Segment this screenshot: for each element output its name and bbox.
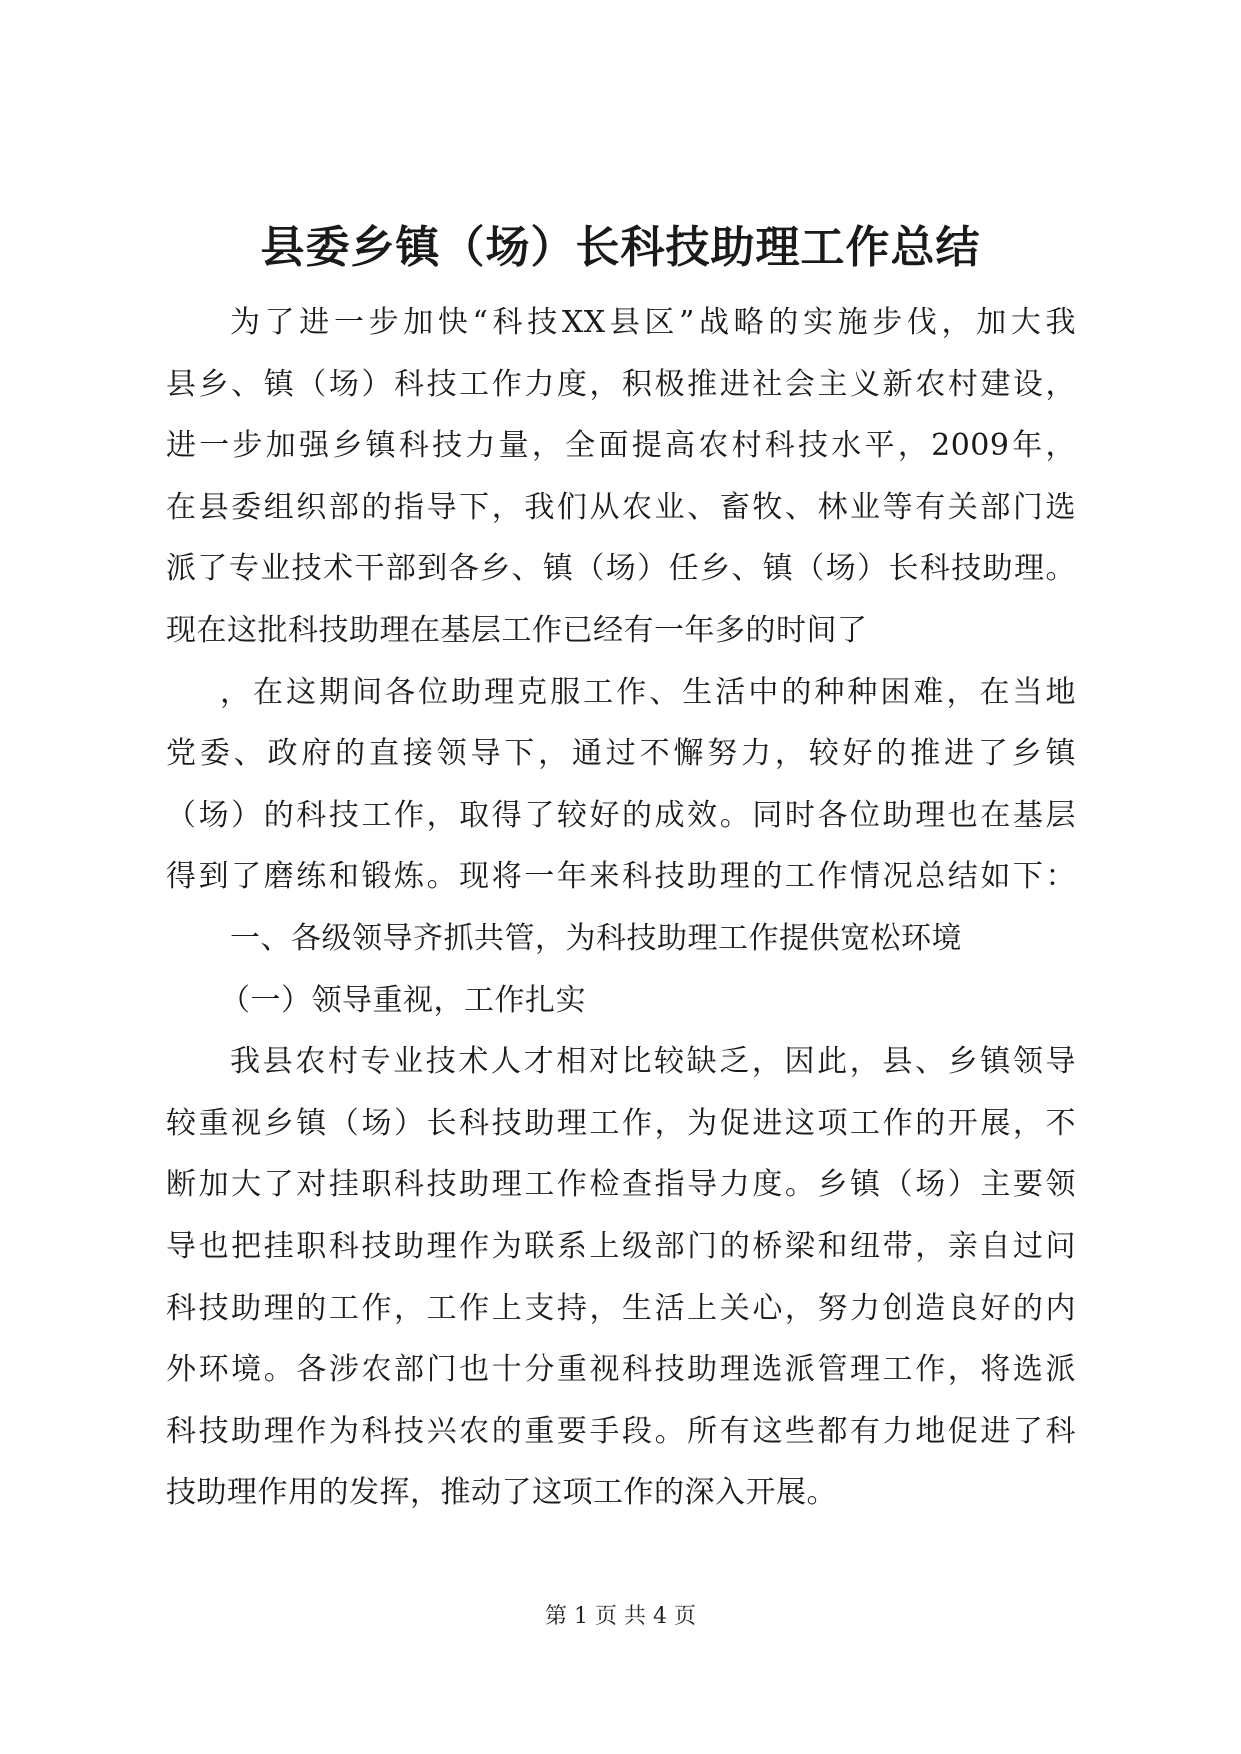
body-line: 现在这批科技助理在基层工作已经有一年多的时间了: [166, 612, 868, 648]
document-body: [166, 292, 1076, 1524]
subsection-heading: （一）领导重视，工作扎实: [220, 982, 586, 1018]
body-line: 进一步加强乡镇科技力量，全面提高农村科技水平，2009年，: [166, 428, 1076, 464]
body-line: 派了专业技术干部到各乡、镇（场）任乡、镇（场）长科技助理。: [166, 551, 1076, 587]
document-title: 县委乡镇（场）长科技助理工作总结: [260, 222, 981, 273]
body-line: 导也把挂职科技助理作为联系上级部门的桥梁和纽带，亲自过问: [166, 1228, 1076, 1264]
page-number-footer: 第 1 页 共 4 页: [545, 1604, 696, 1629]
body-line: 党委、政府的直接领导下，通过不懈努力，较好的推进了乡镇: [166, 736, 1076, 772]
body-line: 较重视乡镇（场）长科技助理工作，为促进这项工作的开展，不: [166, 1105, 1076, 1141]
body-line: 技助理作用的发挥，推动了这项工作的深入开展。: [166, 1475, 837, 1511]
body-line: 科技助理作为科技兴农的重要手段。所有这些都有力地促进了科: [166, 1413, 1076, 1449]
body-line: 为了进一步加快“科技XX县区”战略的实施步伐，加大我: [230, 305, 1076, 340]
body-line: 得到了磨练和锻炼。现将一年来科技助理的工作情况总结如下：: [166, 859, 1076, 895]
body-line: 断加大了对挂职科技助理工作检查指导力度。乡镇（场）主要领: [166, 1167, 1076, 1203]
body-line: 科技助理的工作，工作上支持，生活上关心，努力创造良好的内: [166, 1290, 1076, 1326]
body-line: 外环境。各涉农部门也十分重视科技助理选派管理工作，将选派: [166, 1352, 1076, 1388]
body-line: （场）的科技工作，取得了较好的成效。同时各位助理也在基层: [166, 797, 1076, 833]
body-line: 在县委组织部的指导下，我们从农业、畜牧、林业等有关部门选: [166, 489, 1076, 525]
section-heading: 一、各级领导齐抓共管，为科技助理工作提供宽松环境: [230, 920, 962, 956]
body-line: ，在这期间各位助理克服工作、生活中的种种困难，在当地: [220, 674, 1076, 710]
body-line: 我县农村专业技术人才相对比较缺乏，因此，县、乡镇领导: [230, 1044, 1076, 1080]
body-line: 县乡、镇（场）科技工作力度，积极推进社会主义新农村建设，: [166, 366, 1076, 402]
